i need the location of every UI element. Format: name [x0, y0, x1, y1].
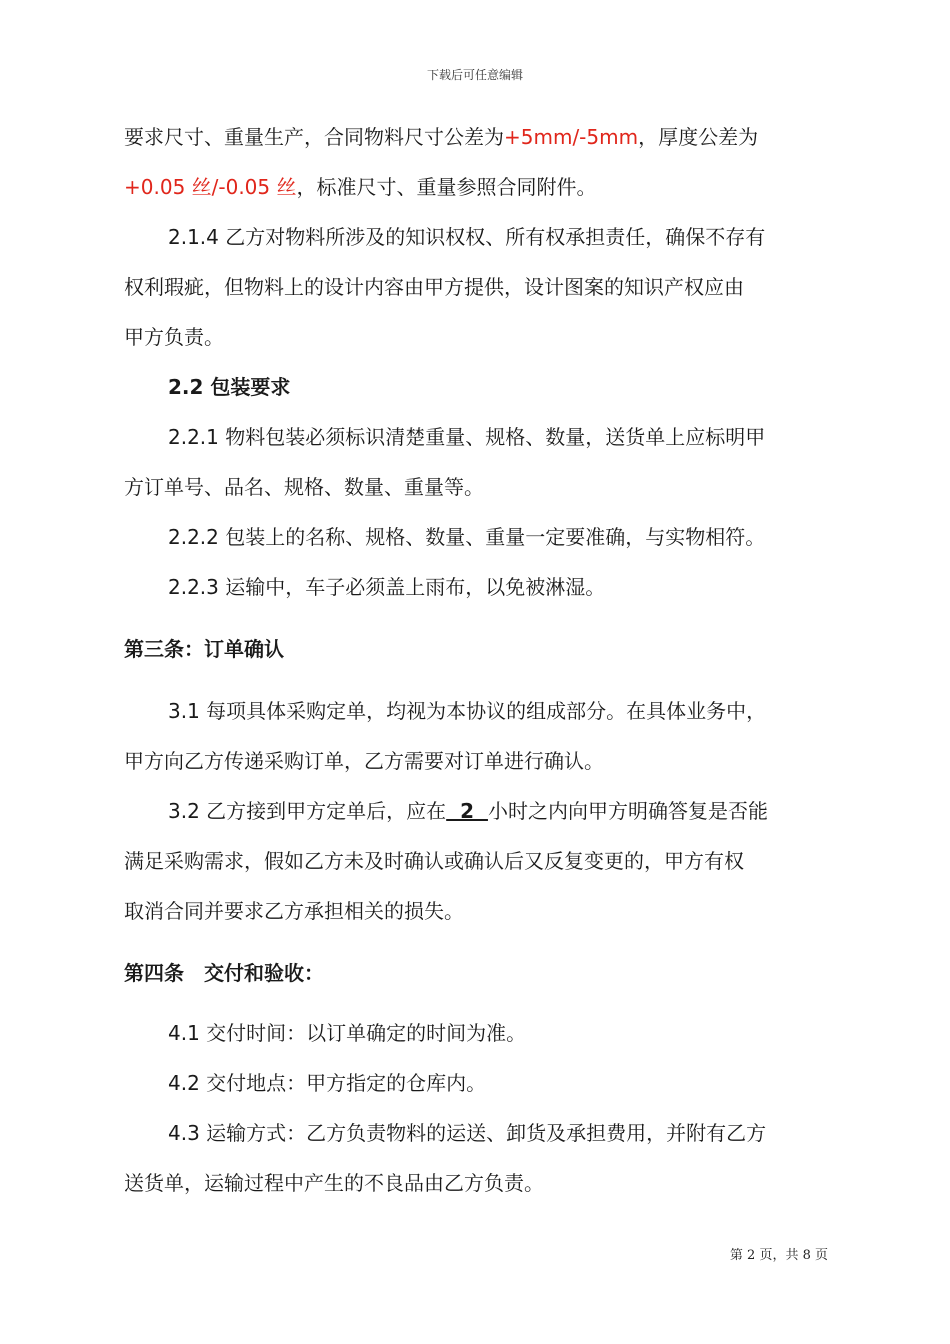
paragraph-line: [124, 172, 597, 202]
paragraph-line: 3.1 每项具体采购定单，均视为本协议的组成部分。在具体业务中，: [168, 699, 767, 723]
tolerance-red-text: +5mm/-5mm: [504, 125, 639, 149]
text-span: ，厚度公差为: [638, 125, 759, 149]
text-span: ，标准尺寸、重量参照合同附件。: [296, 175, 597, 199]
text-span: 3.2 乙方接到甲方定单后，应在: [168, 799, 447, 823]
paragraph-line: 2.1.4 乙方对物料所涉及的知识权权、所有权承担责任，确保不存有: [168, 225, 766, 249]
paragraph-line: [124, 122, 758, 152]
paragraph-line: 取消合同并要求乙方承担相关的损失。: [124, 899, 464, 923]
paragraph-line: 4.2 交付地点：甲方指定的仓库内。: [168, 1071, 487, 1095]
text-span: 要求尺寸、重量生产，合同物料尺寸公差为: [124, 125, 504, 149]
text-span: 小时之内向甲方明确答复是否能: [487, 799, 768, 823]
paragraph-line: 满足采购需求，假如乙方未及时确认或确认后又反复变更的，甲方有权: [124, 849, 744, 873]
paragraph-line: 2.2.3 运输中，车子必须盖上雨布，以免被淋湿。: [168, 575, 606, 599]
paragraph-line: 权利瑕疵，但物料上的设计内容由甲方提供，设计图案的知识产权应由: [124, 275, 744, 299]
paragraph-line: 2.2.2 包装上的名称、规格、数量、重量一定要准确，与实物相符。: [168, 525, 766, 549]
section-heading-2-2: 2.2 包装要求: [168, 375, 291, 399]
article-heading-4: 第四条 交付和验收：: [124, 961, 324, 985]
page-header: 下载后可任意编辑: [426, 68, 523, 82]
hours-blank-value: 2: [446, 799, 488, 823]
paragraph-line: 4.3 运输方式：乙方负责物料的运送、卸货及承担费用，并附有乙方: [168, 1121, 767, 1145]
paragraph-line: 方订单号、品名、规格、数量、重量等。: [124, 475, 484, 499]
paragraph-line: 2.2.1 物料包装必须标识清楚重量、规格、数量，送货单上应标明甲: [168, 425, 766, 449]
thickness-red-text: +0.05 丝/-0.05 丝: [124, 175, 297, 199]
paragraph-line: [168, 796, 768, 826]
paragraph-line: 4.1 交付时间：以订单确定的时间为准。: [168, 1021, 527, 1045]
paragraph-line: 甲方负责。: [124, 325, 224, 349]
paragraph-line: 甲方向乙方传递采购订单，乙方需要对订单进行确认。: [124, 749, 604, 773]
paragraph-line: 送货单，运输过程中产生的不良品由乙方负责。: [124, 1171, 544, 1195]
article-heading-3: 第三条：订单确认: [124, 637, 284, 661]
page-footer: 第 2 页，共 8 页: [729, 1248, 828, 1263]
